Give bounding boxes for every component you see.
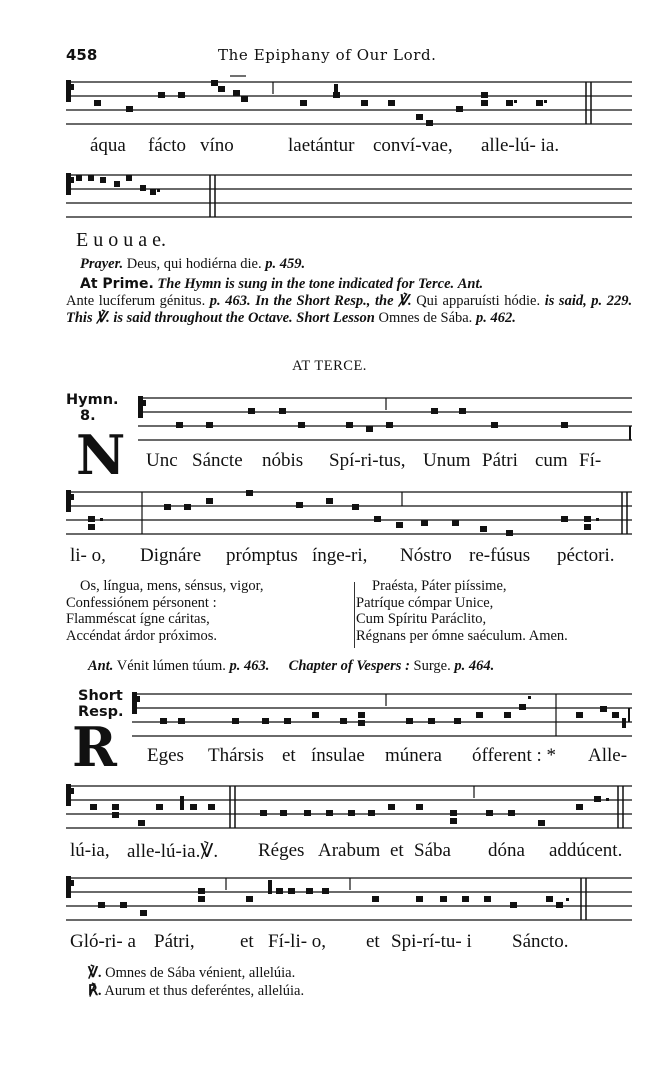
- ant-ref: p. 463.: [209, 293, 251, 309]
- lyric: Sáncto.: [512, 931, 569, 952]
- chant-staff-1: [66, 72, 632, 134]
- lyric: Fí-li- o,: [268, 931, 327, 952]
- lyric: áqua: [90, 135, 126, 156]
- lyric: E u o u a e.: [76, 229, 166, 251]
- lyric: dóna: [488, 840, 525, 861]
- lyric: Spi-rí-tu- i: [391, 931, 472, 952]
- chant-staff-2: [66, 165, 632, 220]
- lyric: Spí-ri-tus,: [329, 450, 406, 471]
- lyric: nóbis: [262, 450, 304, 471]
- lyric: li- o,: [70, 545, 106, 566]
- lesson-label: Short Lesson: [296, 310, 375, 326]
- drop-cap-initial: N: [76, 423, 126, 487]
- stanza-right: [356, 578, 568, 644]
- lesson-text: Omnes de Sába.: [378, 310, 473, 326]
- lyric: alle-lú-ia.℣.: [127, 841, 219, 862]
- response-sign: ℟.: [88, 983, 102, 999]
- hymn-staff-1: [66, 386, 632, 448]
- stanza-line: Cum Spíritu Paráclito,: [356, 611, 487, 627]
- lyric: Fí-: [579, 450, 602, 471]
- lyric: Eges: [147, 745, 184, 766]
- lyric: addúcent.: [549, 840, 623, 861]
- lyric: laetántur: [288, 135, 355, 156]
- lyric: Pátri,: [154, 931, 195, 952]
- lyric: Gló-ri- a: [70, 931, 136, 952]
- stanza-line: Praésta, Páter piíssime,: [372, 578, 507, 594]
- hymn-staff-2: [66, 482, 632, 544]
- resp-label: Short Resp.: [78, 688, 124, 720]
- ant-line: Ant. Vénit lúmen túum. p. 463. Chapter of Vespers : Surge. p. 464.: [88, 658, 495, 674]
- section-heading: AT TERCE.: [292, 358, 367, 374]
- ant-label: Ant.: [457, 276, 484, 292]
- response: [88, 983, 304, 1000]
- lyric: péctori.: [557, 545, 615, 566]
- lyric: Thársis: [208, 745, 264, 766]
- lyric: ínsulae: [311, 745, 365, 766]
- lyric: Unc: [146, 450, 178, 471]
- lyric: Dignáre: [140, 545, 202, 566]
- page-number: 458: [66, 46, 98, 64]
- lyric: conví-vae,: [373, 135, 453, 156]
- stanza-divider: [354, 582, 355, 648]
- lyric: Réges: [258, 840, 305, 861]
- hymn-label: Hymn. 8.: [66, 392, 119, 424]
- resp-staff-2: [66, 776, 632, 836]
- lyric: Arabum: [318, 840, 381, 861]
- lyric: cum: [535, 450, 568, 471]
- ant-text: Ante lucíferum génitus.: [66, 293, 206, 309]
- stanza-line: Patríque cómpar Unice,: [356, 594, 494, 611]
- stanza-left: [66, 578, 263, 644]
- lyric: re-fúsus: [469, 545, 531, 566]
- versicle: [88, 965, 295, 982]
- stanza-line: Accéndat árdor próximos.: [66, 627, 217, 644]
- running-title: The Epiphany of Our Lord.: [218, 46, 437, 64]
- lyric: et: [240, 931, 254, 952]
- lyric: fácto: [148, 135, 186, 156]
- lyric: prómptus: [226, 545, 298, 566]
- lyric: Pátri: [482, 450, 518, 471]
- prayer-label: Prayer.: [80, 256, 124, 272]
- lyric: et: [390, 840, 404, 861]
- lyric: Sába: [414, 840, 451, 861]
- lyric: ínge-ri,: [312, 545, 368, 566]
- lyric: víno: [200, 135, 234, 156]
- lyric: Sáncte: [192, 450, 243, 471]
- versicle-sign: ℣.: [88, 965, 102, 981]
- lyric: ófferent : *: [472, 745, 557, 766]
- stanza-line: Confessiónem pérsonent :: [66, 594, 217, 611]
- lyric: et: [282, 745, 296, 766]
- said-rubric: is said, p. 229.: [544, 293, 633, 309]
- lesson-ref: p. 462.: [475, 310, 516, 326]
- rubric-paragraph: [66, 256, 632, 327]
- octave-rubric: This ℣. is said throughout the Octave.: [66, 310, 293, 326]
- lyric: et: [366, 931, 380, 952]
- lyric: Alle-: [588, 745, 628, 766]
- prayer-text: Deus, qui hodiérna die.: [126, 256, 262, 272]
- prayer-ref: p. 459.: [265, 256, 306, 272]
- lyric: lú-ia,: [70, 840, 110, 861]
- short-resp-text: Qui apparuísti hódie.: [416, 293, 541, 309]
- stanza-line: Os, língua, mens, sénsus, vigor,: [80, 578, 264, 594]
- short-resp-rubric: In the Short Resp., the ℣.: [255, 293, 412, 309]
- versicle-text: Omnes de Sába vénient, allelúia.: [105, 965, 296, 981]
- resp-staff-1: [66, 684, 632, 744]
- response-text: Aurum et thus deferéntes, allelúia.: [104, 983, 305, 999]
- lyric: alle-lú- ia.: [481, 135, 560, 156]
- lyric: múnera: [385, 745, 442, 766]
- drop-cap-initial: R: [72, 715, 117, 779]
- resp-staff-3: [66, 868, 632, 928]
- lyric: Nóstro: [400, 545, 452, 566]
- prime-rubric: The Hymn is sung in the tone indicated for Terce.: [157, 276, 455, 292]
- lyric: Unum: [423, 450, 471, 471]
- prime-label: At Prime.: [80, 276, 154, 292]
- stanza-line: Régnans per ómne saéculum. Amen.: [356, 627, 568, 644]
- stanza-line: Flamméscat ígne cáritas,: [66, 611, 210, 627]
